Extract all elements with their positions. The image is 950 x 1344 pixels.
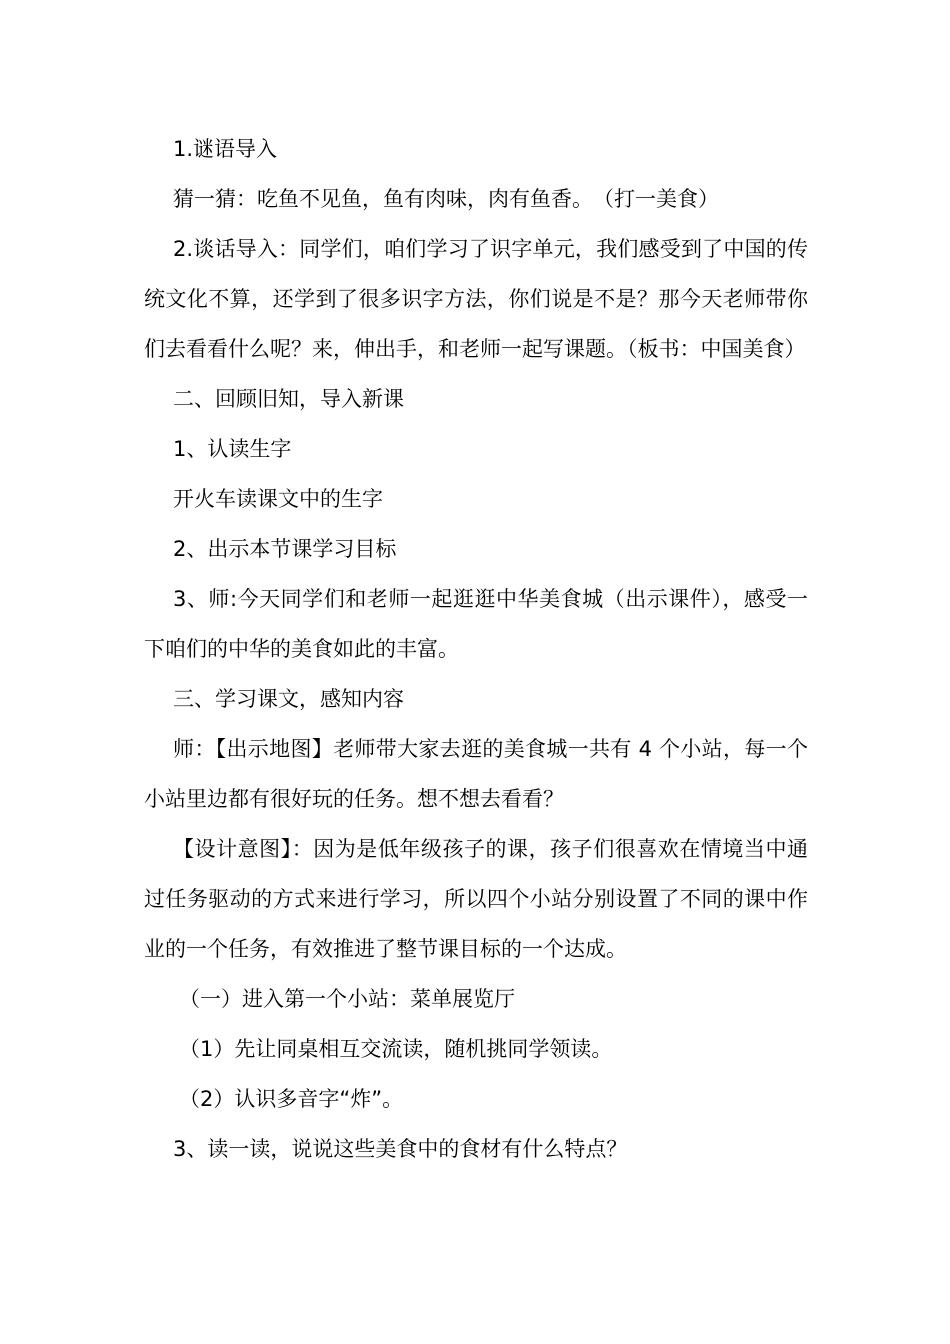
paragraph-first-station: （一）进入第一个小站：菜单展览厅 bbox=[179, 987, 515, 1011]
paragraph-learning-goals: 2、出示本节课学习目标 bbox=[173, 537, 397, 561]
paragraph-talk-intro: 2.谈话导入：同学们，咱们学习了识字单元，我们感受到了中国的传统文化不算，还学到了很多识字方法，你们说是不是？那今天老师带你们去看看什么呢？来，伸出手，和老师一起写课题。（板书：中国美食） bbox=[144, 237, 808, 361]
paragraph-riddle: 猜一猜：吃鱼不见鱼，鱼有肉味，肉有鱼香。 （打一美食） bbox=[173, 187, 719, 211]
section-heading-review: 二、回顾旧知，导入新课 bbox=[173, 387, 404, 411]
paragraph-partner-reading: （1）先让同桌相互交流读，随机挑同学领读。 bbox=[179, 1037, 613, 1061]
section-heading-study-text: 三、学习课文，感知内容 bbox=[173, 687, 404, 711]
paragraph-polyphone: （2）认识多音字“炸”。 bbox=[179, 1087, 404, 1111]
paragraph-train-reading: 开火车读课文中的生字 bbox=[173, 487, 383, 511]
paragraph-design-intent: 【设计意图】：因为是低年级孩子的课，孩子们很喜欢在情境当中通过任务驱动的方式来进行学习，所以四个小站分别设置了不同的课中作业的一个任务，有效推进了整节课目标的一个达成。 bbox=[144, 837, 808, 961]
paragraph-food-city: 3、师:今天同学们和老师一起逛逛中华美食城（出示课件），感受一下咱们的中华的美食如此的丰富。 bbox=[144, 587, 808, 661]
paragraph-read-characters: 1、认读生字 bbox=[173, 437, 292, 461]
paragraph-ingredients-question: 3、读一读，说说这些美食中的食材有什么特点？ bbox=[173, 1137, 628, 1161]
paragraph-map: 师：【出示地图】老师带大家去逛的美食城一共有 4 个小站，每一个小站里边都有很好玩的任务。想不想去看看？ bbox=[144, 737, 808, 811]
paragraph-riddle-heading: 1.谜语导入 bbox=[173, 137, 278, 161]
document-body bbox=[144, 124, 808, 1174]
